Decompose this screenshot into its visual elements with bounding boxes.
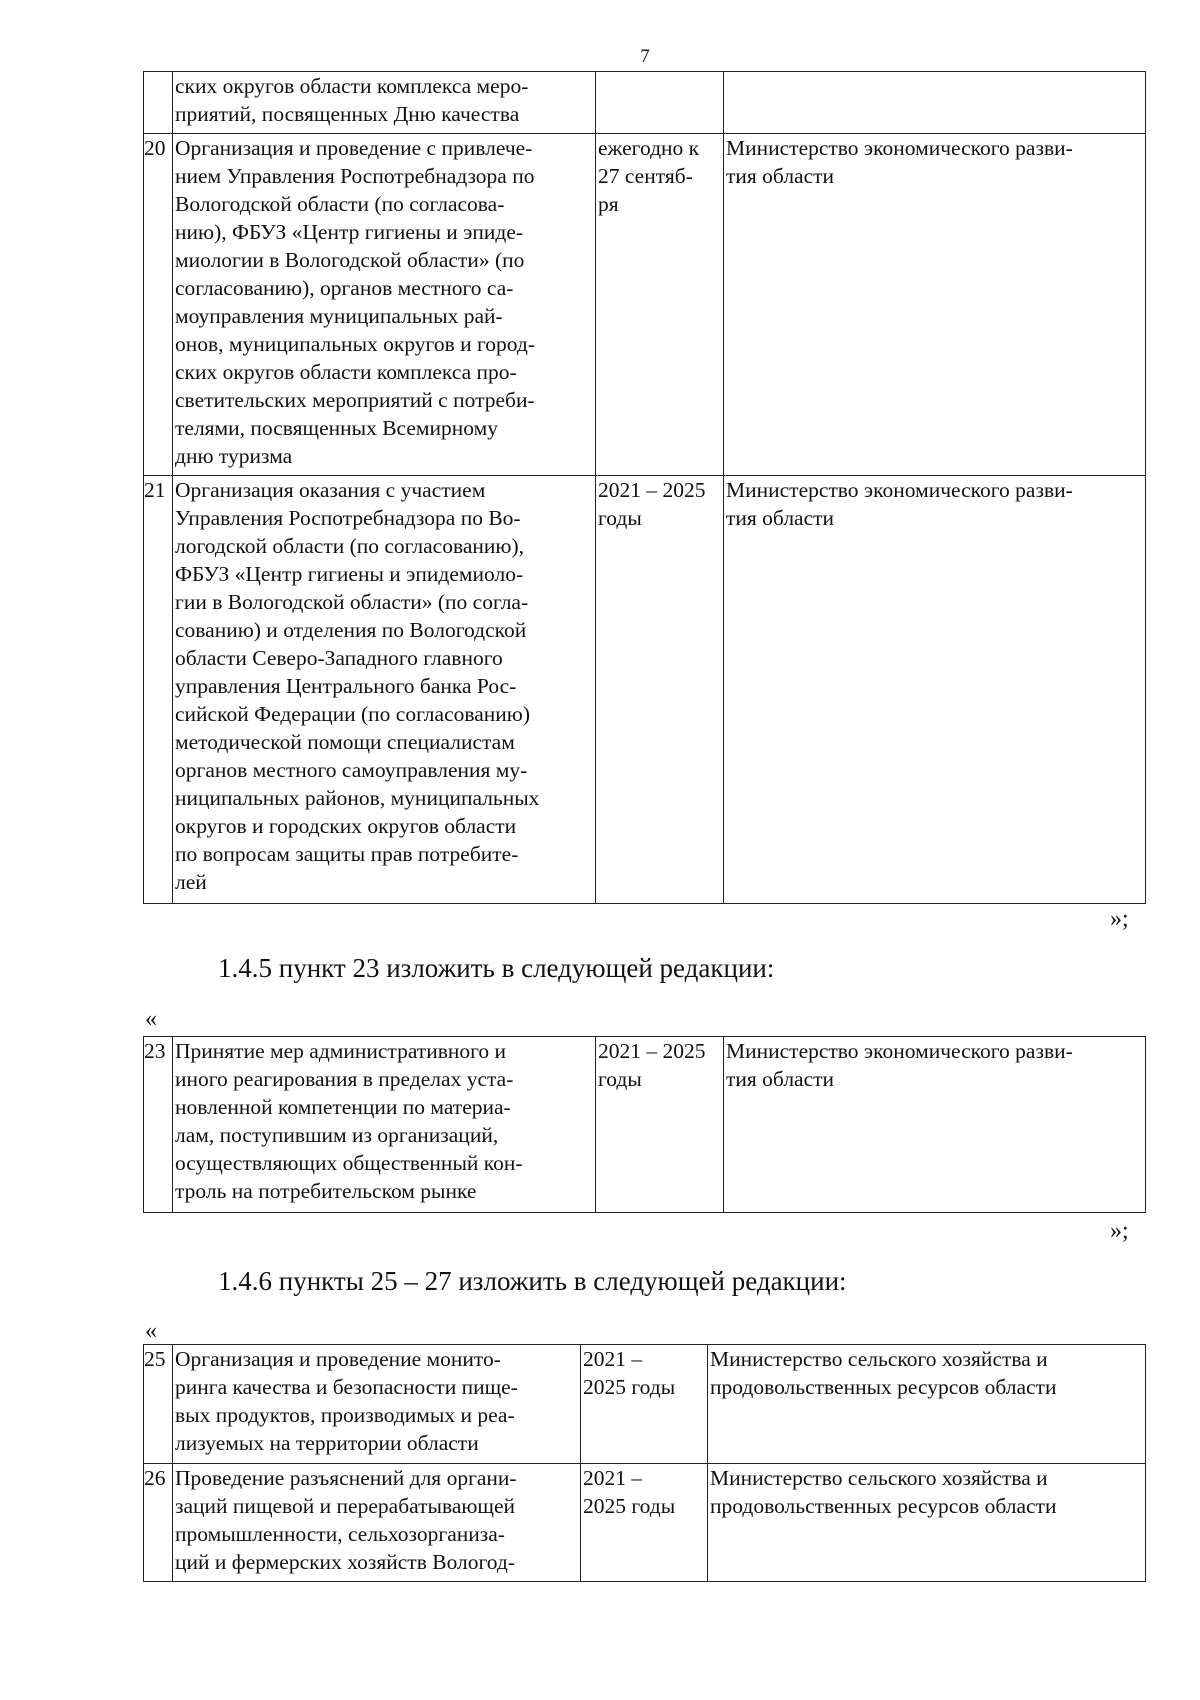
measures-table-item-23 xyxy=(143,1036,1146,1213)
measures-table-continued xyxy=(143,71,1146,904)
opening-quote: « xyxy=(145,1006,157,1032)
measure-term: 2021 – 2025 годы xyxy=(581,1345,708,1464)
measure-text: ских округов области комплекса меро- приятий, посвященных Дню качества xyxy=(173,72,596,134)
measure-text: Проведение разъяснений для органи- заций пищевой и перерабатывающей промышленности, сельхозорганиза- ций и фермерских хозяйств Вологод- xyxy=(173,1464,581,1582)
opening-quote: « xyxy=(145,1318,157,1344)
table-row xyxy=(144,134,1146,476)
measure-text: Принятие мер административного и иного реагирования в пределах уста- новленной компетенции по материа- лам, поступившим из организаций, осуществляющих общественный кон- троль на потребительском рынке xyxy=(173,1037,596,1213)
measure-executor: Министерство экономического разви- тия области xyxy=(724,476,1146,904)
closing-quote: »; xyxy=(1110,906,1129,932)
measure-text: Организация оказания с участием Управления Роспотребнадзора по Во- логодской области (по согласованию), ФБУЗ «Центр гигиены и эпидемиоло- гии в Вологодской области» (по согла- сованию) и отделения по Вологодской области Северо-Западного главного управления Центрального банка Рос- сийской Федерации (по согласованию) методической помощи специалистам органов местного самоуправления му- ниципальных районов, муниципальных округов и городских округов области по вопросам защиты прав потребите- лей xyxy=(173,476,596,904)
measure-term xyxy=(596,72,724,134)
row-number: 23 xyxy=(144,1037,173,1213)
row-number: 21 xyxy=(144,476,173,904)
row-number: 26 xyxy=(144,1464,173,1582)
measures-table-items-25-27 xyxy=(143,1344,1146,1582)
measure-term: 2021 – 2025 годы xyxy=(596,1037,724,1213)
section-heading-1-4-5: 1.4.5 пункт 23 изложить в следующей редакции: xyxy=(218,953,775,983)
row-number: 20 xyxy=(144,134,173,476)
measure-text: Организация и проведение с привлече- нием Управления Роспотребнадзора по Вологодской области (по согласова- нию), ФБУЗ «Центр гигиены и эпиде- миологии в Вологодской области» (по согласованию), органов местного са- моуправления муниципальных рай- онов, муниципальных округов и город- ских округов области комплекса про- светительских мероприятий с потреби- телями, посвященных Всемирному дню туризма xyxy=(173,134,596,476)
page-number: 7 xyxy=(640,46,650,67)
measure-executor: Министерство экономического разви- тия области xyxy=(724,134,1146,476)
table-row xyxy=(144,1037,1146,1213)
measure-text: Организация и проведение монито- ринга качества и безопасности пище- вых продуктов, производимых и реа- лизуемых на территории области xyxy=(173,1345,581,1464)
table-row xyxy=(144,476,1146,904)
measure-executor: Министерство сельского хозяйства и продовольственных ресурсов области xyxy=(708,1464,1146,1582)
section-heading-1-4-6: 1.4.6 пункты 25 – 27 изложить в следующей редакции: xyxy=(218,1266,847,1296)
table-row xyxy=(144,1464,1146,1582)
table-row xyxy=(144,1345,1146,1464)
measure-executor xyxy=(724,72,1146,134)
closing-quote: »; xyxy=(1110,1218,1129,1244)
row-number: 25 xyxy=(144,1345,173,1464)
measure-term: ежегодно к 27 сентяб- ря xyxy=(596,134,724,476)
measure-executor: Министерство экономического разви- тия области xyxy=(724,1037,1146,1213)
table-row xyxy=(144,72,1146,134)
measure-term: 2021 – 2025 годы xyxy=(581,1464,708,1582)
measure-term: 2021 – 2025 годы xyxy=(596,476,724,904)
measure-executor: Министерство сельского хозяйства и продовольственных ресурсов области xyxy=(708,1345,1146,1464)
row-number xyxy=(144,72,173,134)
